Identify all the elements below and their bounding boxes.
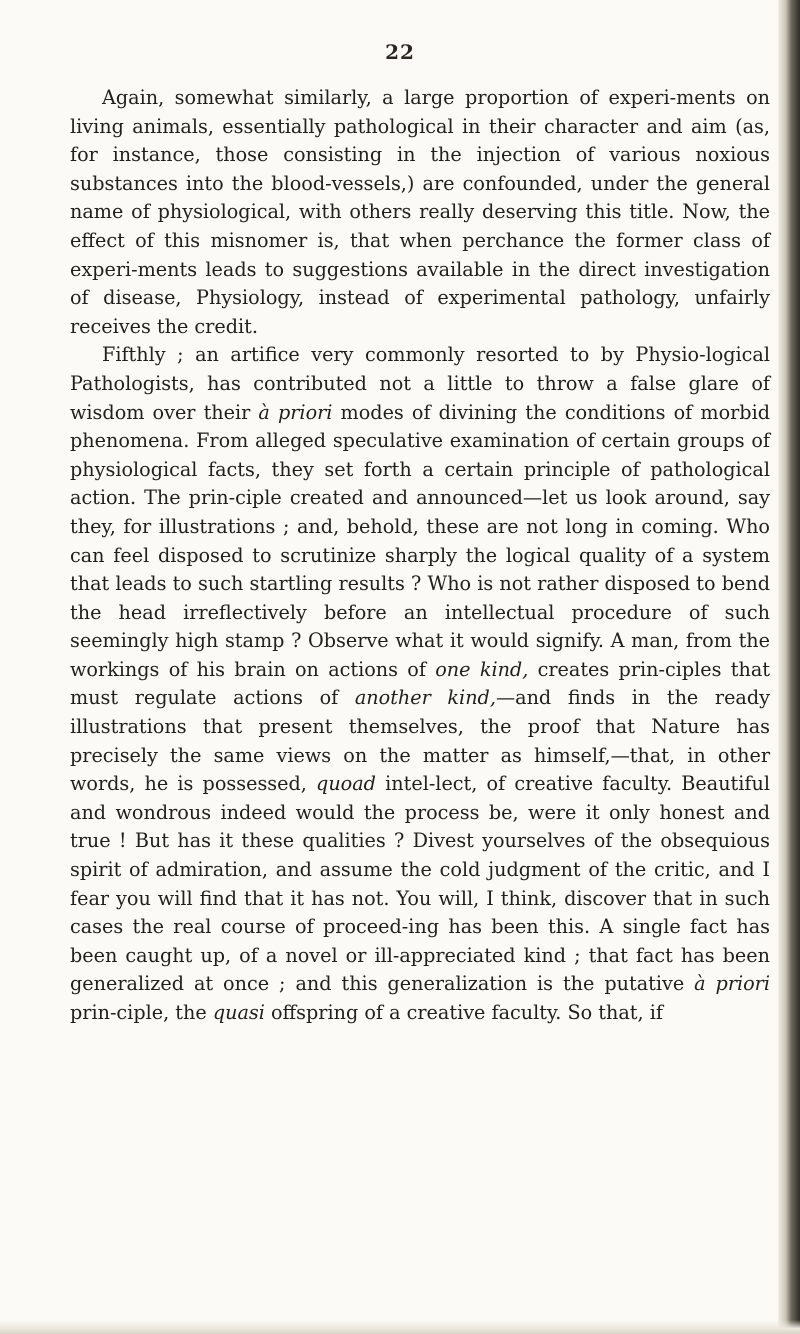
- paragraph-2-run-1: Fifthly ; an artifice very commonly resorted to by Physio-logical Pathologists, has contributed not a little to throw a false glare of wisdom over their: [70, 343, 770, 424]
- page-number: 22: [385, 40, 415, 64]
- paragraph-2-run-7: —and finds in the ready illustrations that present themselves, the proof that Nature has precisely the same views on the matter as himself,—that, in other words, he is possessed,: [70, 686, 770, 796]
- paragraph-2-run-11: prin-ciple, the: [70, 1001, 213, 1024]
- paragraph-1-run-1: Again, somewhat similarly, a large proportion of experi-ments on living animals, essentially pathological in their character and aim (as, for instance, those consisting in the injection of various noxious substances into the blood-vessels,) are confounded, under the general name of physiological, with others really deserving this title. Now, the effect of this misnomer is, that when perchance the former class of experi-ments leads to suggestions available in the direct investigation of disease, Physiology, instead of experimental pathology, unfairly receives the credit.: [70, 86, 770, 338]
- paragraph-2-run-5: creates prin-ciples that must regulate actions of: [70, 657, 771, 710]
- paragraph-1: [70, 84, 770, 341]
- body-text: [70, 84, 770, 1028]
- paragraph-2-italic-another-kind: another kind,: [354, 686, 496, 710]
- paragraph-2-run-3: modes of divining the conditions of morbid phenomena. From alleged speculative examination of certain groups of physiological facts, they set forth a certain principle of pathological action. The prin-ciple created and announced—let us look around, say they, for illustrations ; and, behold, these are not long in coming. Who can feel disposed to scrutinize sharply the logical quality of a system that leads to such startling results ? Who is not rather disposed to bend the head irreflectively before an intellectual procedure of such seemingly high stamp ? Observe what it would signify. A man, from the workings of his brain on actions of: [70, 400, 771, 681]
- paragraph-2: [70, 341, 770, 1027]
- page-bottom-edge: [0, 1320, 800, 1334]
- paragraph-2-italic-one-kind: one kind,: [435, 657, 529, 681]
- paragraph-2-italic-quoad: quoad: [316, 772, 376, 796]
- paragraph-2-run-13: offspring of a creative faculty. So that, if: [264, 1001, 663, 1024]
- paragraph-2-run-9: intel-lect, of creative faculty. Beautiful and wondrous indeed would the process be, were it only honest and true ! But has it these qualities ? Divest yourselves of the obsequious spirit of admiration, and assume the cold judgment of the critic, and I fear you will find that it has not. You will, I think, discover that in such cases the real course of proceed-ing has been this. A single fact has been caught up, of a novel or ill-appreciated kind ; that fact has been generalized at once ; and this generalization is the putative: [70, 772, 770, 996]
- book-binding-edge: [778, 0, 800, 1334]
- paragraph-2-italic-a-priori-2: à priori: [694, 972, 770, 996]
- paragraph-2-italic-quasi: quasi: [212, 1001, 265, 1024]
- paragraph-2-italic-a-priori: à priori: [258, 400, 333, 424]
